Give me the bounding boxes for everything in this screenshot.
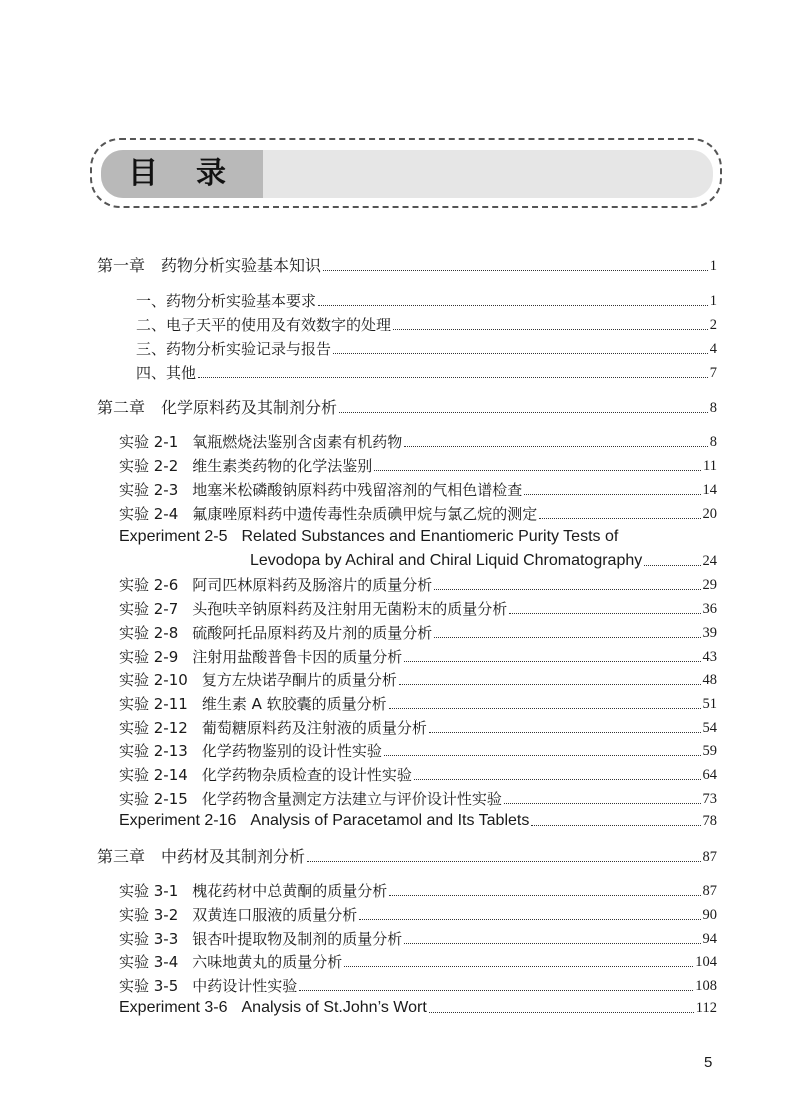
toc-experiment[interactable]: 实验 2-4 氟康唑原料药中遗传毒性杂质碘甲烷与氯乙烷的测定 20 (119, 505, 717, 523)
toc-experiment[interactable]: 实验 3-4 六味地黄丸的质量分析 104 (119, 953, 717, 971)
toc-section[interactable]: 四、其他 7 (136, 364, 717, 382)
toc-experiment[interactable]: 实验 2-9 注射用盐酸普鲁卡因的质量分析 43 (119, 648, 717, 666)
toc-experiment[interactable]: 实验 2-2 维生素类药物的化学法鉴别 11 (119, 457, 717, 475)
toc-experiment[interactable]: 实验 2-11 维生素 A 软胶囊的质量分析 51 (119, 695, 717, 713)
toc-experiment-english-cont[interactable]: Levodopa by Achiral and Chiral Liquid Chromatography 24 (250, 552, 717, 569)
toc-chapter-2[interactable]: 第二章 化学原料药及其制剂分析 8 (97, 398, 717, 417)
toc-experiment[interactable]: 实验 2-13 化学药物鉴别的设计性实验 59 (119, 742, 717, 760)
toc-experiment[interactable]: 实验 2-14 化学药物杂质检查的设计性实验 64 (119, 766, 717, 784)
toc-experiment[interactable]: 实验 2-7 头孢呋辛钠原料药及注射用无菌粉末的质量分析 36 (119, 600, 717, 618)
toc-section[interactable]: 一、药物分析实验基本要求 1 (136, 292, 717, 310)
toc-experiment[interactable]: 实验 3-2 双黄连口服液的质量分析 90 (119, 906, 717, 924)
toc-section[interactable]: 二、电子天平的使用及有效数字的处理 2 (136, 316, 717, 334)
toc-experiment[interactable]: 实验 2-6 阿司匹林原料药及肠溶片的质量分析 29 (119, 576, 717, 594)
toc-experiment[interactable]: 实验 2-15 化学药物含量测定方法建立与评价设计性实验 73 (119, 790, 717, 808)
toc-experiment[interactable]: 实验 3-3 银杏叶提取物及制剂的质量分析 94 (119, 930, 717, 948)
page-number: 5 (704, 1054, 713, 1071)
toc-experiment[interactable]: 实验 3-5 中药设计性实验 108 (119, 977, 717, 995)
toc-chapter-3[interactable]: 第三章 中药材及其制剂分析 87 (97, 847, 717, 866)
page-title: 目 录 (128, 156, 226, 191)
toc-experiment-english[interactable]: Experiment 2-5 Related Substances and Enantiomeric Purity Tests of (119, 528, 619, 545)
toc-experiment[interactable]: 实验 2-10 复方左炔诺孕酮片的质量分析 48 (119, 671, 717, 689)
toc-experiment[interactable]: 实验 2-3 地塞米松磷酸钠原料药中残留溶剂的气相色谱检查 14 (119, 481, 717, 499)
toc-experiment[interactable]: 实验 2-12 葡萄糖原料药及注射液的质量分析 54 (119, 719, 717, 737)
toc-chapter-1[interactable]: 第一章 药物分析实验基本知识 1 (97, 256, 717, 275)
toc-experiment[interactable]: 实验 2-8 硫酸阿托品原料药及片剂的质量分析 39 (119, 624, 717, 642)
toc-experiment-english[interactable]: Experiment 2-16 Analysis of Paracetamol and Its Tablets 78 (119, 812, 717, 829)
toc-experiment[interactable]: 实验 3-1 槐花药材中总黄酮的质量分析 87 (119, 882, 717, 900)
toc-section[interactable]: 三、药物分析实验记录与报告 4 (136, 340, 717, 358)
toc-experiment-english[interactable]: Experiment 3-6 Analysis of St.John’s Wort 112 (119, 999, 717, 1016)
toc-experiment[interactable]: 实验 2-1 氧瓶燃烧法鉴别含卤素有机药物 8 (119, 433, 717, 451)
